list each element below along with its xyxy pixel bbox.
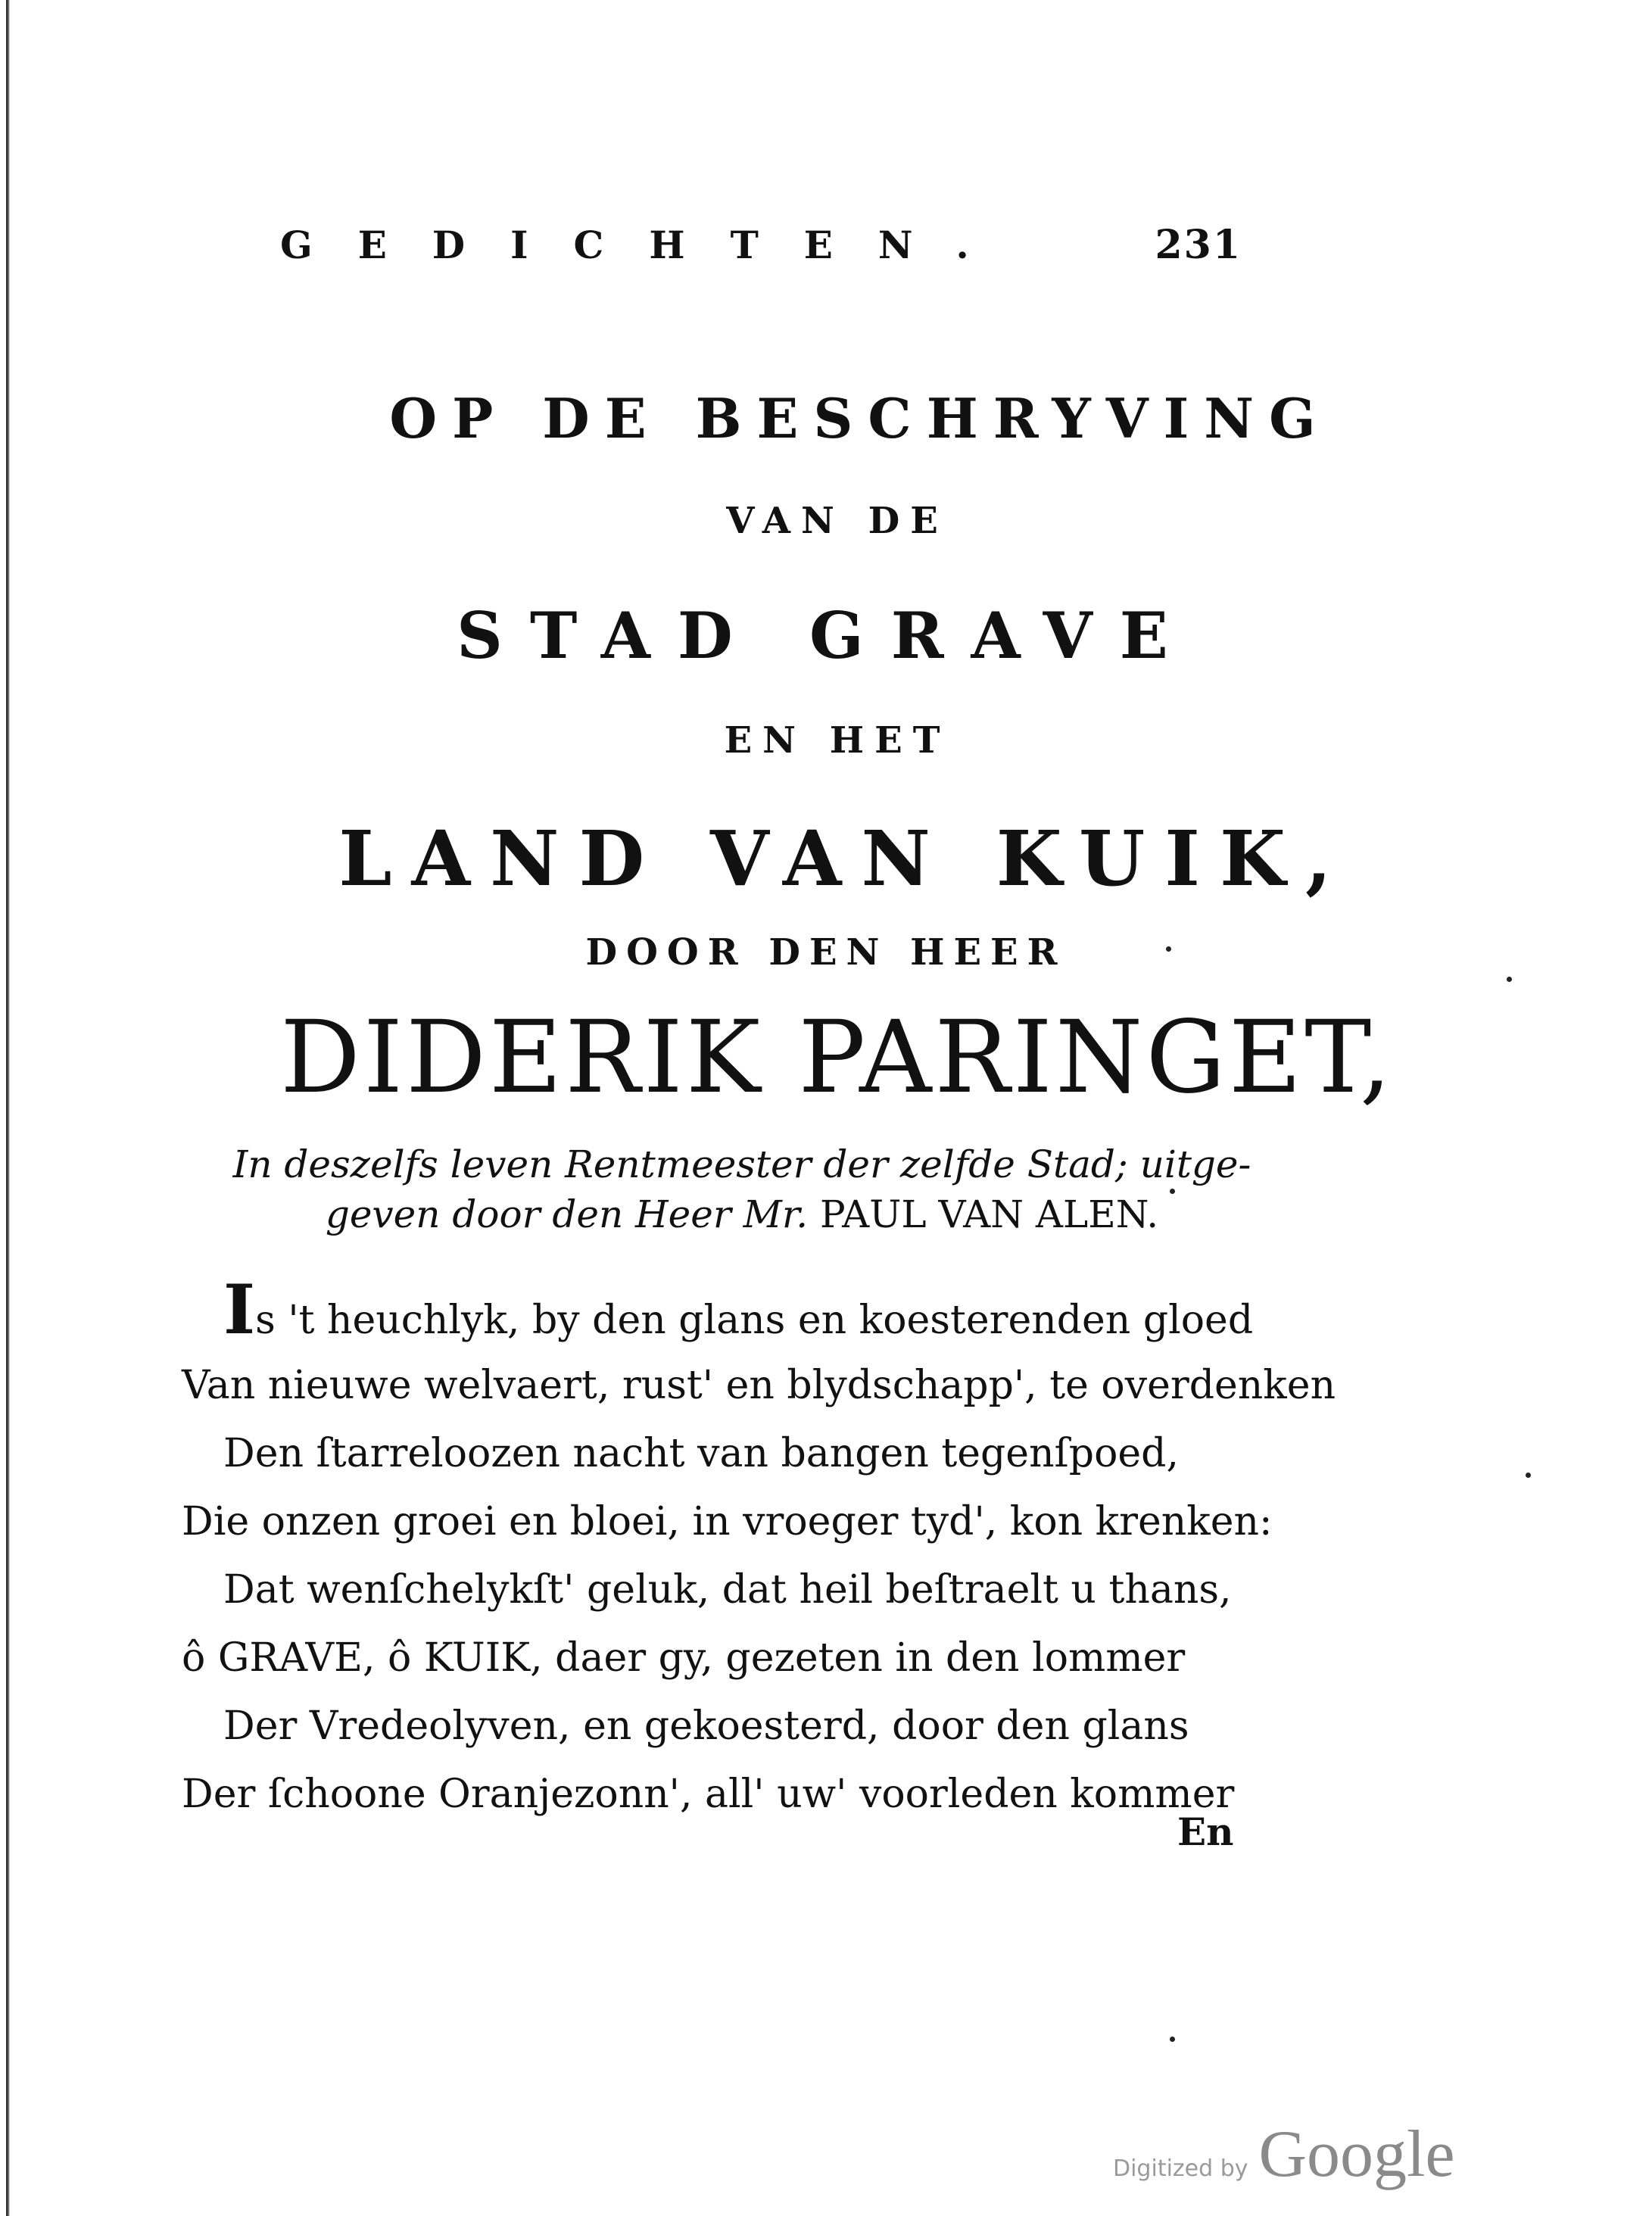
title-line-6: DOOR DEN HEER xyxy=(585,931,1067,974)
page-number: 231 xyxy=(1155,221,1242,268)
digitized-watermark xyxy=(1113,2116,1507,2192)
ink-speck xyxy=(1170,1189,1175,1194)
poem xyxy=(182,1270,1336,1828)
editor-name: PAUL VAN ALEN. xyxy=(820,1192,1159,1236)
drop-cap: I xyxy=(223,1270,256,1350)
ink-speck xyxy=(1166,946,1171,952)
title-line-4: EN HET xyxy=(724,719,951,762)
ink-speck xyxy=(1526,1473,1531,1478)
poem-line: Van nieuwe welvaert, rust' en blydschapp', te overdenken xyxy=(182,1363,1336,1408)
ink-speck xyxy=(1507,977,1512,982)
subtitle xyxy=(227,1139,1257,1239)
subtitle-line-2-italic: geven door den Heer Mr. xyxy=(325,1192,809,1236)
title-line-3: STAD GRAVE xyxy=(457,598,1195,673)
poem-line: Der ſchoone Oranjezonn', all' uw' voorleden kommer xyxy=(182,1772,1235,1817)
subtitle-line-2 xyxy=(227,1189,1257,1239)
catchword: En xyxy=(1177,1809,1234,1854)
poem-line: Die onzen groei en bloei, in vroeger tyd', kon krenken: xyxy=(182,1499,1273,1544)
running-head-title: GEDICHTEN. xyxy=(280,222,1015,267)
watermark-prefix: Digitized by xyxy=(1113,2155,1248,2182)
poem-line: ô GRAVE, ô KUIK, daer gy, gezeten in den lommer xyxy=(182,1635,1186,1681)
poem-line: Dat wenſchelykſt' geluk, dat heil beſtraelt u thans, xyxy=(223,1567,1232,1613)
ink-speck xyxy=(1170,2037,1175,2042)
title-line-2: VAN DE xyxy=(726,500,949,542)
poem-line: Den ſtarreloozen nacht van bangen tegenſpoed, xyxy=(223,1431,1179,1476)
title-line-1: OP DE BESCHRYVING xyxy=(389,386,1331,450)
poem-line xyxy=(182,1270,1287,1351)
subtitle-line-1: In deszelfs leven Rentmeester der zelfde Stad; uitge- xyxy=(232,1142,1251,1186)
author-name: DIDERIK PARINGET, xyxy=(280,999,1395,1116)
title-line-5: LAND VAN KUIK, xyxy=(338,814,1351,903)
poem-line-text: s 't heuchlyk, by den glans en koesterenden gloed xyxy=(255,1298,1254,1343)
google-logo: Google xyxy=(1258,2118,1455,2191)
running-head xyxy=(280,210,1242,279)
poem-line: Der Vredeolyven, en gekoesterd, door den glans xyxy=(223,1703,1189,1749)
